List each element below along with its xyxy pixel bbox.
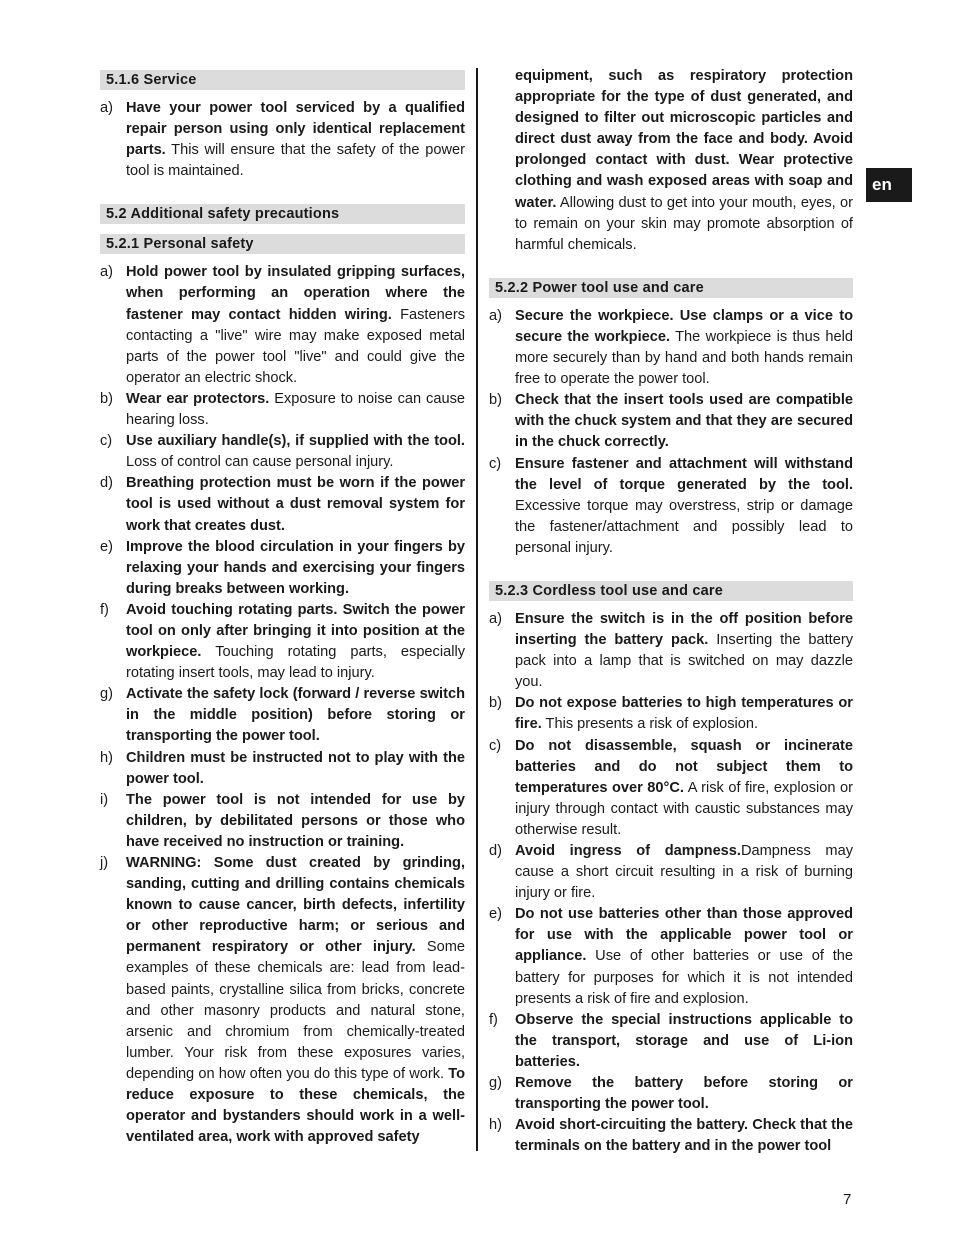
list-item-body (515, 306, 853, 390)
personal-safety-item (100, 473, 465, 536)
list-item-label: f) (100, 601, 109, 618)
list-item-body (126, 473, 465, 536)
list-item-label: c) (489, 455, 502, 472)
personal-safety-item (100, 262, 465, 389)
list-item-text: Excessive torque may overstress, strip or damage the fastener/attachment and possibly lead to personal injury. (515, 497, 853, 556)
list-item-body (515, 390, 853, 453)
list-item-bold-text: Avoid short-circuiting the battery. Check that the terminals on the battery and in the power tool (515, 1117, 853, 1155)
cordless-item (489, 693, 853, 735)
list-item-body (126, 600, 465, 684)
list-item-bold-text: Do not expose batteries to high temperatures or fire. (515, 695, 853, 733)
section-heading-cordless-tool-use: 5.2.3 Cordless tool use and care (489, 581, 853, 601)
list-item-bold-text: Improve the blood circulation in your fingers by relaxing your hands and exercising your fingers during breaks between working. (126, 538, 465, 597)
list-item-bold-text: Hold power tool by insulated gripping surfaces, when performing an operation where the fastener may contact hidden wiring. (126, 264, 465, 323)
list-item-bold-text: Avoid ingress of dampness. (515, 843, 741, 859)
continuation-paragraph (489, 66, 853, 256)
personal-safety-item (100, 853, 465, 1148)
list-item-label: f) (489, 1011, 498, 1028)
list-item-body (515, 609, 853, 693)
list-item-label: a) (489, 307, 502, 324)
list-item-body (515, 1073, 853, 1115)
list-item-body (126, 684, 465, 747)
list-item-label: a) (100, 100, 113, 116)
cordless-item (489, 1010, 853, 1073)
list-item-body (515, 904, 853, 1009)
continuation-bold-text: equipment, such as respiratory protection appropriate for the type of dust generated, and designed to filter out microscopic particles and direct dust away from the face and body. Avoid prolonged contact with dust. Wear protective clothing and wash exposed areas with soap and water. (515, 68, 853, 211)
section-heading-service: 5.1.6 Service (100, 70, 465, 90)
list-item-bold-text: Remove the battery before storing or transporting the power tool. (515, 1075, 853, 1113)
personal-safety-item (100, 431, 465, 473)
personal-safety-item (100, 389, 465, 431)
list-item-body (515, 454, 853, 559)
list-item-body (126, 431, 465, 473)
personal-safety-item (100, 684, 465, 747)
list-item-bold-text: Ensure fastener and attachment will withstand the level of torque generated by the tool. (515, 455, 853, 493)
section-heading-personal-safety: 5.2.1 Personal safety (100, 234, 465, 254)
cordless-item (489, 609, 853, 693)
list-item-body (515, 841, 853, 904)
list-item-bold-text: Breathing protection must be worn if the power tool is used without a dust removal system for work that creates dust. (126, 475, 465, 534)
cordless-item (489, 904, 853, 1009)
column-divider (476, 68, 478, 1151)
list-item-bold-text: Have your power tool serviced by a qualified repair person using only identical replacement parts. (126, 100, 465, 159)
power-tool-item (489, 306, 853, 390)
personal-safety-item (100, 537, 465, 600)
list-item-bold-text: Avoid touching rotating parts. Switch the power tool on only after bringing it into position at the workpiece. (126, 601, 465, 661)
list-item-text: Loss of control can cause personal injury. (126, 454, 394, 471)
list-item-text: Some examples of these chemicals are: lead from lead-based paints, crystalline silica from bricks, concrete and other masonry products and natural stone, arsenic and chromium from chemically-treated lumber. Your risk from these exposures varies, depending on how often you do this type of work. (126, 939, 465, 1082)
list-item-label: a) (489, 610, 502, 627)
list-item-body (126, 790, 465, 853)
list-item-body (126, 537, 465, 600)
cordless-list (489, 609, 853, 1157)
list-item-bold-text: Use auxiliary handle(s), if supplied with the tool. (126, 433, 465, 450)
list-item-text: Inserting the battery pack into a lamp that is switched on may dazzle you. (515, 632, 853, 691)
section-heading-additional-safety: 5.2 Additional safety precautions (100, 204, 465, 224)
power-tool-item (489, 390, 853, 453)
list-item-body (126, 853, 465, 1148)
list-item-bold-text: Check that the insert tools used are compatible with the chuck system and that they are secured in the chuck correctly. (515, 392, 853, 451)
list-item-bold-text: WARNING: Some dust created by grinding, sanding, cutting and drilling contains chemicals known to cause cancer, birth defects, infertility or other reproductive harm; or serious and permanent respiratory or other injury. (126, 855, 465, 956)
list-item-label: c) (489, 737, 502, 754)
list-item-body (515, 736, 853, 841)
cordless-item (489, 1115, 853, 1157)
list-item-label: e) (489, 906, 502, 923)
list-item-text: This presents a risk of explosion. (541, 716, 759, 733)
list-item-text: This will ensure that the safety of the power tool is maintained. (126, 142, 465, 180)
section-heading-power-tool-use: 5.2.2 Power tool use and care (489, 278, 853, 298)
power-tool-item (489, 454, 853, 559)
service-list (100, 98, 465, 182)
personal-safety-item (100, 748, 465, 790)
list-item-label: h) (100, 749, 113, 766)
continuation-text: Allowing dust to get into your mouth, eyes, or to remain on your skin may promote absorption of harmful chemicals. (515, 194, 853, 253)
right-column (489, 66, 853, 1157)
personal-safety-item (100, 790, 465, 853)
list-item-body (126, 748, 465, 790)
list-item-text: Use of other batteries or use of the battery for purposes for which it is not intended presents a risk of fire and explosion. (515, 948, 853, 1007)
list-item-label: g) (489, 1075, 502, 1092)
list-item-body (126, 389, 465, 431)
cordless-item (489, 1073, 853, 1115)
list-item-text: Exposure to noise can cause hearing loss. (126, 390, 465, 429)
list-item-text: Dampness may cause a short circuit resulting in a risk of burning injury or fire. (515, 843, 853, 902)
list-item-body (515, 1010, 853, 1073)
list-item-text: Touching rotating parts, especially rotating insert tools, may lead to injury. (126, 644, 465, 682)
list-item-label: h) (489, 1117, 502, 1134)
list-item-bold-text: Secure the workpiece. Use clamps or a vice to secure the workpiece. (515, 307, 853, 345)
list-item-label: d) (489, 843, 502, 859)
power-tool-list (489, 306, 853, 559)
list-item-bold-text: Do not use batteries other than those approved for use with the applicable power tool or appliance. (515, 906, 853, 965)
cordless-item (489, 841, 853, 904)
personal-safety-list (100, 262, 465, 1148)
list-item-bold-text: Children must be instructed not to play with the power tool. (126, 749, 465, 787)
list-item-bold-text: The power tool is not intended for use by children, by debilitated persons or those who have received no instruction or training. (126, 791, 465, 850)
list-item-bold-text-2: To reduce exposure to these chemicals, the operator and bystanders should work in a well-ventilated area, work with approved safety (126, 1065, 465, 1146)
list-item-text: The workpiece is thus held more securely than by hand and both hands remain free to operate the power tool. (515, 328, 853, 388)
list-item-bold-text: Wear ear protectors. (126, 390, 270, 407)
list-item-text: Fasteners contacting a "live" wire may make exposed metal parts of the power tool "live" and could give the operator an electric shock. (126, 306, 465, 386)
list-item-body (126, 98, 465, 182)
page-number: 7 (843, 1191, 852, 1208)
list-item-body (515, 1115, 853, 1157)
list-item-label: d) (100, 475, 113, 492)
list-item-bold-text: Activate the safety lock (forward / reverse switch in the middle position) before storing or transporting the power tool. (126, 686, 465, 745)
list-item-text: A risk of fire, explosion or injury through contact with caustic substances may otherwise result. (515, 779, 853, 838)
personal-safety-item (100, 600, 465, 684)
list-item-body (515, 693, 853, 735)
list-item-bold-text: Do not disassemble, squash or incinerate batteries and do not subject them to temperatures over 80°C. (515, 737, 853, 796)
cordless-item (489, 736, 853, 841)
service-item (100, 98, 465, 182)
list-item-label: e) (100, 538, 113, 555)
list-item-label: g) (100, 686, 113, 703)
list-item-label: b) (100, 390, 113, 407)
list-item-label: b) (489, 695, 502, 712)
list-item-label: j) (100, 855, 109, 871)
list-item-body (126, 262, 465, 389)
list-item-label: c) (100, 433, 113, 450)
list-item-bold-text: Ensure the switch is in the off position before inserting the battery pack. (515, 610, 853, 649)
list-item-bold-text: Observe the special instructions applicable to the transport, storage and use of Li-ion batteries. (515, 1011, 853, 1070)
list-item-label: b) (489, 392, 502, 409)
left-column (100, 70, 465, 1148)
list-item-label: i) (100, 791, 109, 808)
language-tab: en (866, 168, 912, 202)
list-item-label: a) (100, 264, 113, 281)
